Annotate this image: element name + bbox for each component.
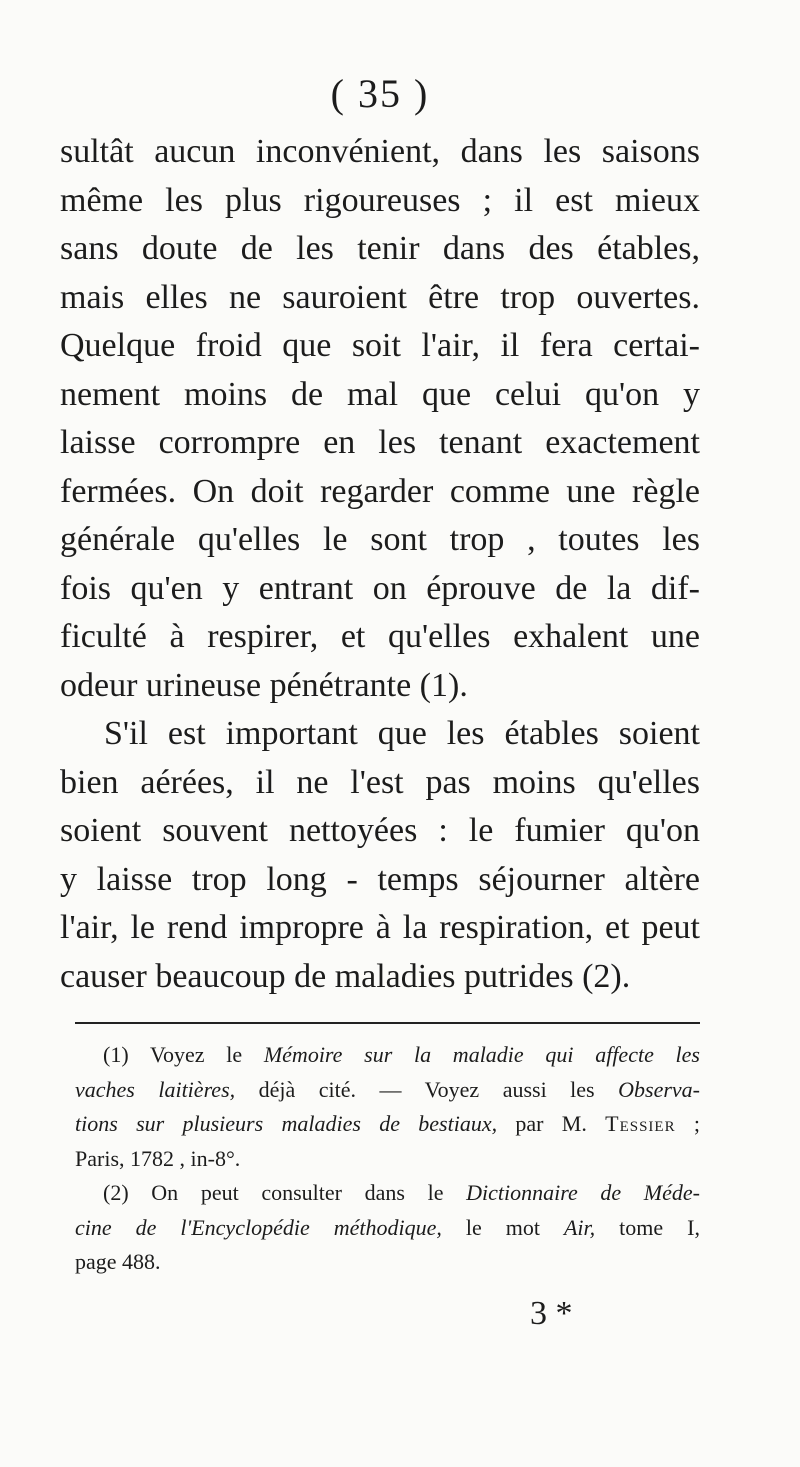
text-line: S'il est important que les étables soient (104, 715, 700, 752)
footnote-italic-text: Mémoire sur la maladie qui affecte les (263, 1042, 700, 1067)
text-line: ficulté à respirer, et qu'elles exhalent une (60, 618, 700, 655)
text-line: mais elles ne sauroient être trop ouvertes. (60, 278, 700, 316)
text-line: causer beaucoup de maladies putrides (2). (60, 957, 631, 995)
footnotes (75, 1038, 700, 1280)
footnote-text: déjà cité. — Voyez aussi les (235, 1076, 619, 1102)
footnote-text: ; (675, 1111, 700, 1136)
footnote-italic-text: Air, (563, 1214, 596, 1240)
page-number: ( 35 ) (330, 71, 430, 116)
footnote-italic-text: tions sur plusieurs maladies de bestiaux, (75, 1111, 498, 1136)
footnote-italic-text: Dictionnaire de Méde- (466, 1180, 700, 1205)
footnote-italic-text: vaches laitières, (75, 1076, 236, 1102)
footnote-2-line (75, 1211, 700, 1246)
main-text (60, 128, 700, 1001)
footnote-italic-text: cine de l'Encyclopédie méthodique, (75, 1214, 442, 1240)
text-line: Quelque froid que soit l'air, il fera certai- (60, 327, 700, 364)
footnote-2-line (75, 1176, 700, 1211)
footnote-2-line: page 488. (75, 1249, 161, 1274)
text-line: fois qu'en y entrant on éprouve de la dif- (60, 569, 700, 607)
text-line: sultât aucun inconvénient, dans les saisons (60, 133, 700, 170)
footnote-text: (2) On peut consulter dans le (103, 1180, 467, 1205)
text-line: sans doute de les tenir dans des étables, (60, 230, 700, 267)
text-line: générale qu'elles le sont trop , toutes les (60, 521, 700, 558)
text-line: bien aérées, il ne l'est pas moins qu'elles (60, 763, 700, 801)
text-line: même les plus rigoureuses ; il est mieux (60, 181, 700, 219)
text-line: laisse corrompre en les tenant exactement (60, 424, 700, 461)
footnote-separator (75, 1022, 700, 1024)
signature-mark: 3 * (530, 1295, 573, 1332)
footnote-text: tome I, (595, 1214, 700, 1240)
footnote-1-line (75, 1107, 700, 1142)
footnote-text: (1) Voyez le (103, 1042, 264, 1067)
footnote-1-line (75, 1038, 700, 1073)
text-line: fermées. On doit regarder comme une règle (60, 472, 700, 510)
text-line: nement moins de mal que celui qu'on y (60, 375, 700, 413)
author-name: Tessier (605, 1111, 676, 1136)
footnote-italic-text: Observa- (618, 1076, 700, 1102)
footnote-text: le mot (441, 1214, 564, 1240)
text-line: odeur urineuse pénétrante (1). (60, 666, 468, 704)
footnote-1-line: Paris, 1782 , in-8°. (75, 1145, 241, 1171)
footnote-text: par M. (497, 1111, 606, 1136)
text-line: l'air, le rend impropre à la respiration, et peut (60, 909, 700, 946)
text-line: y laisse trop long - temps séjourner altère (60, 860, 700, 898)
footnote-1-line (75, 1073, 700, 1108)
text-line: soient souvent nettoyées : le fumier qu'on (60, 812, 700, 849)
